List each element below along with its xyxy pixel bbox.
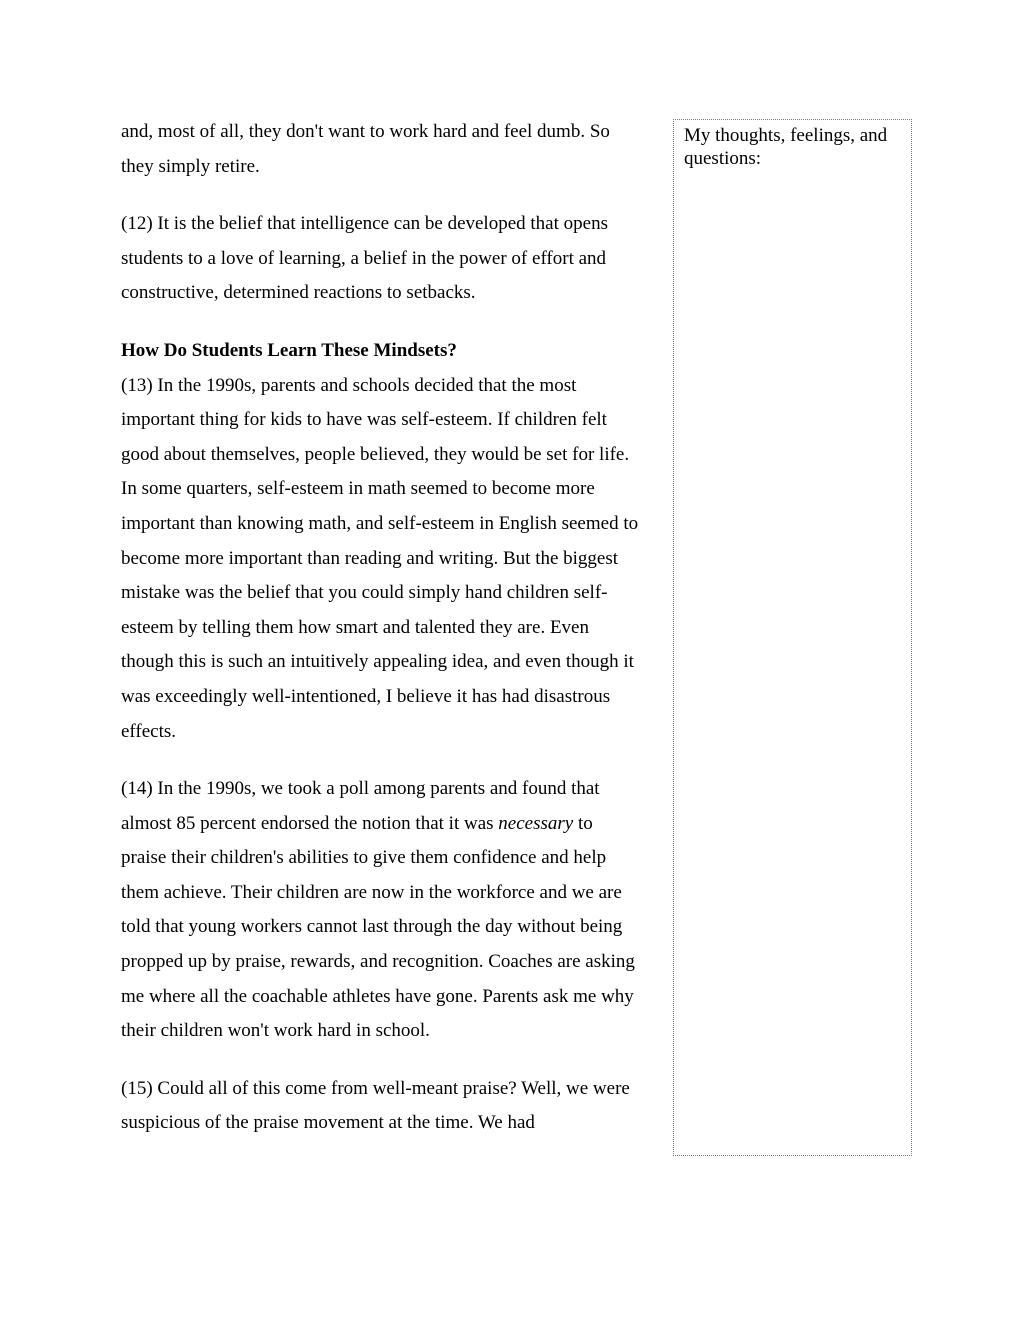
paragraph-continued: and, most of all, they don't want to work hard and feel dumb. So they simply retire. [121,121,610,177]
paragraph-15: (15) Could all of this come from well-meant praise? Well, we were suspicious of the praise movement at the time. We had [121,1077,630,1134]
paragraph-14 [121,772,641,1049]
paragraph-12: (12) It is the belief that intelligence can be developed that opens students to a love of learning, a belief in the power of effort and constructive, determined reactions to setbacks. [121,213,608,304]
paragraph-14-emphasis: necessary [498,812,574,834]
notes-box[interactable] [673,119,912,1156]
paragraph-14-end: to praise their children's abilities to give them confidence and help them achieve. Their children are now in the workforce and we are told that young workers cannot last through the day without being propped up by praise, rewards, and recognition. Coaches are asking me where all the coachable athletes have gone. Parents ask me why their children won't work hard in school. [121,812,635,1042]
paragraph-13: (13) In the 1990s, parents and schools decided that the most important thing for kids to have was self-esteem. If children felt good about themselves, people believed, they would be set for life. In some quarters, self-esteem in math seemed to become more important than knowing math, and self-esteem in English seemed to become more important than reading and writing. But the biggest mistake was the belief that you could simply hand children self-esteem by telling them how smart and talented they are. Even though this is such an intuitively appealing idea, and even though it was exceedingly well-intentioned, I believe it has had disastrous effects. [121,374,639,742]
paragraph-14-start: (14) In the 1990s, we took a poll among parents and found that almost 85 percent endorsed the notion that it was [121,778,600,834]
section-heading: How Do Students Learn These Mindsets? [121,339,457,361]
article-body [121,115,641,1141]
notes-label: My thoughts, feelings, and questions: [684,125,888,169]
